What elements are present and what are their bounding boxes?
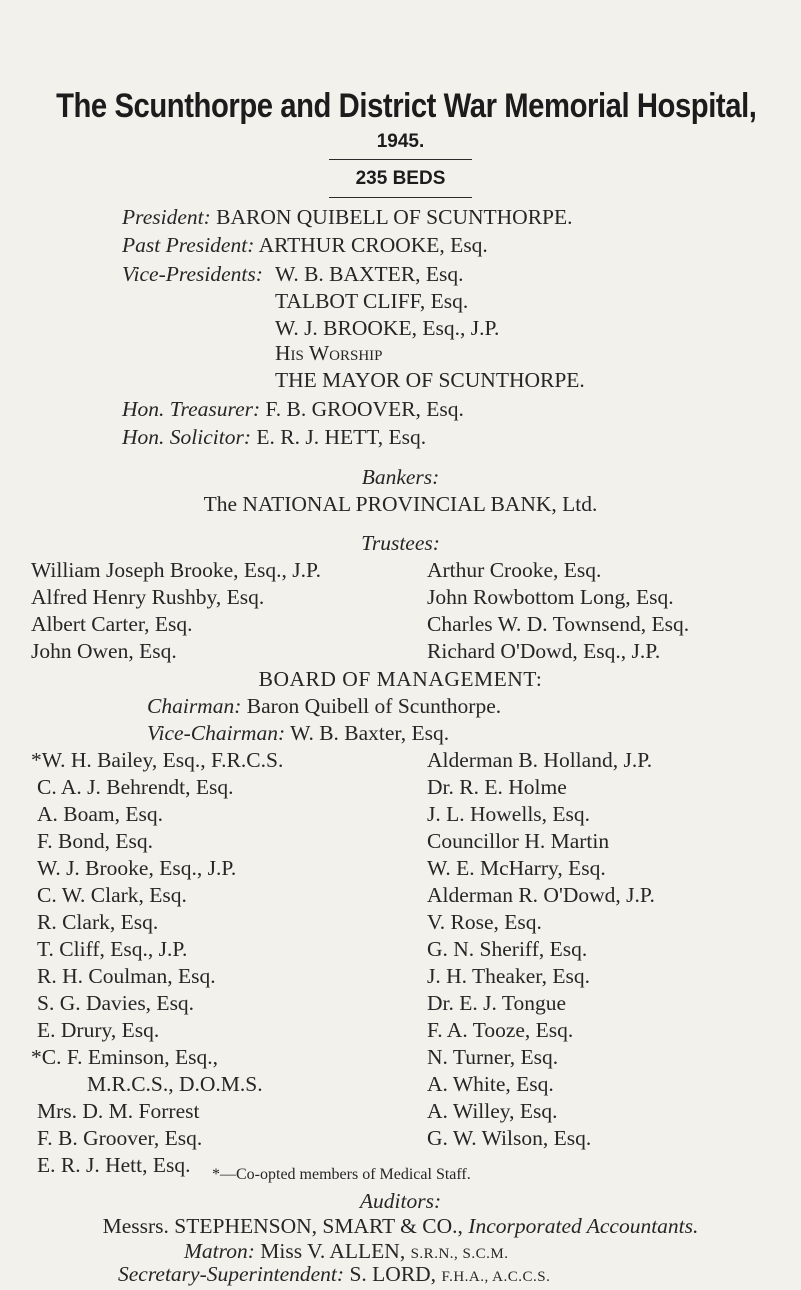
board-right-7: V. Rose, Esq. (427, 910, 542, 934)
matron-quals: S.R.N., S.C.M. (410, 1246, 509, 1262)
treasurer-name: F. B. GROOVER, Esq. (265, 397, 464, 421)
board-left-6: C. W. Clark, Esq. (37, 883, 187, 907)
vice-chairman-label: Vice-Chairman: (147, 721, 286, 745)
board-right-10: Dr. E. J. Tongue (427, 991, 567, 1015)
board-left-9: R. H. Coulman, Esq. (37, 964, 216, 988)
hospital-title: The Scunthorpe and District War Memorial Hospital, (56, 87, 757, 125)
board-right-6: Alderman R. O'Dowd, J.P. (427, 883, 655, 907)
board-right-12: N. Turner, Esq. (427, 1045, 559, 1069)
co-opted-footnote: *—Co-opted members of Medical Staff. (212, 1166, 471, 1183)
trustee-left-4: John Owen, Esq. (31, 639, 177, 663)
secretary-line (118, 1261, 550, 1290)
solicitor-name: E. R. J. HETT, Esq. (256, 425, 427, 449)
board-left-10: S. G. Davies, Esq. (37, 991, 195, 1015)
bed-count: 235 BEDS (355, 168, 446, 189)
secretary-quals: F.H.A., A.C.C.S. (441, 1269, 551, 1285)
trustee-right-4: Richard O'Dowd, Esq., J.P. (427, 639, 661, 663)
trustee-left-3: Albert Carter, Esq. (31, 612, 193, 636)
top-rule (329, 159, 472, 160)
board-right-8: G. N. Sheriff, Esq. (427, 937, 588, 961)
board-right-11: F. A. Tooze, Esq. (427, 1018, 574, 1042)
board-left-12: *C. F. Eminson, Esq., (31, 1045, 219, 1069)
trustee-right-3: Charles W. D. Townsend, Esq. (427, 612, 690, 636)
vice-chairman-line (147, 720, 449, 746)
board-left-8: T. Cliff, Esq., J.P. (37, 937, 188, 961)
treasurer-label: Hon. Treasurer: (122, 397, 261, 421)
vice-president-5: THE MAYOR OF SCUNTHORPE. (275, 368, 585, 392)
secretary-name: S. LORD, (349, 1262, 437, 1286)
trustee-right-1: Arthur Crooke, Esq. (427, 558, 602, 582)
past-president-line (122, 232, 488, 258)
trustee-right-2: John Rowbottom Long, Esq. (427, 585, 674, 609)
auditors-label: Auditors: (359, 1189, 442, 1213)
chairman-label: Chairman: (147, 694, 242, 718)
auditors-line (0, 1213, 801, 1239)
board-right-9: J. H. Theaker, Esq. (427, 964, 590, 988)
board-left-16: E. R. J. Hett, Esq. (37, 1153, 191, 1177)
president-label: President: (122, 205, 211, 229)
board-left-5: W. J. Brooke, Esq., J.P. (37, 856, 237, 880)
vice-presidents-label: Vice-Presidents: (122, 262, 263, 286)
vice-president-1: W. B. BAXTER, Esq. (275, 262, 464, 286)
board-left-2: C. A. J. Behrendt, Esq. (37, 775, 234, 799)
board-left-4: F. Bond, Esq. (37, 829, 153, 853)
past-president-name: ARTHUR CROOKE, Esq. (258, 233, 488, 257)
chairman-name: Baron Quibell of Scunthorpe. (246, 694, 502, 718)
board-right-4: Councillor H. Martin (427, 829, 610, 853)
board-left-15: F. B. Groover, Esq. (37, 1126, 203, 1150)
president-line (122, 204, 573, 230)
chairman-line (147, 693, 501, 719)
board-left-11: E. Drury, Esq. (37, 1018, 160, 1042)
matron-label: Matron: (184, 1239, 255, 1263)
board-right-13: A. White, Esq. (427, 1072, 554, 1096)
bottom-rule (329, 197, 472, 198)
vice-president-2: TALBOT CLIFF, Esq. (275, 289, 469, 313)
board-heading: BOARD OF MANAGEMENT: (258, 667, 543, 691)
board-left-13: M.R.C.S., D.O.M.S. (87, 1072, 263, 1096)
board-right-14: A. Willey, Esq. (427, 1099, 558, 1123)
bankers-name: The NATIONAL PROVINCIAL BANK, Ltd. (203, 492, 598, 516)
bankers-label: Bankers: (361, 465, 440, 489)
treasurer-line (122, 396, 464, 422)
board-left-3: A. Boam, Esq. (37, 802, 164, 826)
trustee-left-2: Alfred Henry Rushby, Esq. (31, 585, 265, 609)
board-left-1: *W. H. Bailey, Esq., F.R.C.S. (31, 748, 284, 772)
secretary-label: Secretary-Superintendent: (118, 1262, 345, 1286)
board-right-15: G. W. Wilson, Esq. (427, 1126, 592, 1150)
board-right-5: W. E. McHarry, Esq. (427, 856, 606, 880)
auditors-firm: Messrs. STEPHENSON, SMART & CO., (102, 1214, 463, 1238)
board-right-1: Alderman B. Holland, J.P. (427, 748, 653, 772)
board-left-7: R. Clark, Esq. (37, 910, 159, 934)
vice-president-4: His Worship (275, 341, 383, 365)
trustee-left-1: William Joseph Brooke, Esq., J.P. (31, 558, 321, 582)
matron-name: Miss V. ALLEN, (260, 1239, 406, 1263)
board-left-14: Mrs. D. M. Forrest (37, 1099, 200, 1123)
board-right-2: Dr. R. E. Holme (427, 775, 567, 799)
report-year: 1945. (376, 131, 425, 152)
auditors-desc: Incorporated Accountants. (468, 1214, 699, 1238)
vice-chairman-name: W. B. Baxter, Esq. (290, 721, 450, 745)
board-right-3: J. L. Howells, Esq. (427, 802, 591, 826)
president-name: BARON QUIBELL OF SCUNTHORPE. (216, 205, 573, 229)
solicitor-line (122, 424, 426, 450)
solicitor-label: Hon. Solicitor: (122, 425, 251, 449)
trustees-label: Trustees: (361, 531, 440, 555)
past-president-label: Past President: (122, 233, 255, 257)
vice-president-3: W. J. BROOKE, Esq., J.P. (275, 316, 500, 340)
